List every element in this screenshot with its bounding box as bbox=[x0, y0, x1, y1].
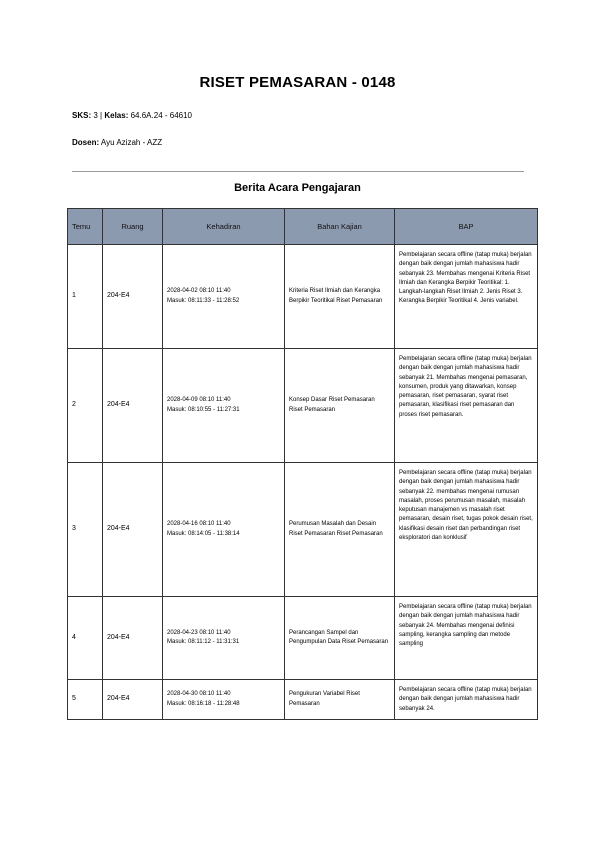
table-row bbox=[68, 349, 538, 463]
divider bbox=[72, 171, 524, 172]
cell-bap: Pembelajaran secara offline (tatap muka) berjalan dengan baik dengan jumlah mahasiswa hadir sebanyak 22. membahas mengenai rumusan masalah, proses perumusan masalah, masalah keputusan manajemen vs masalah riset pemasaran, desain riset, tugas pokok desain riset, klasifikasi desain riset dan perbandingan riset eksploratori dan konklusif bbox=[395, 463, 538, 597]
lecturer-meta bbox=[72, 138, 162, 147]
table-row bbox=[68, 463, 538, 597]
cell-kehadiran bbox=[163, 463, 285, 597]
cell-bahan-kajian: Konsep Dasar Riset Pemasaran Riset Pemasaran bbox=[285, 349, 395, 463]
cell-ruang: 204-E4 bbox=[103, 245, 163, 349]
kehadiran-date: 2028-04-23 08:10 11:40 bbox=[167, 629, 231, 636]
meta-separator: | bbox=[100, 111, 103, 120]
cell-bap: Pembelajaran secara offline (tatap muka) berjalan dengan baik dengan jumlah mahasiswa hadir sebanyak 24. Membahas mengenai definisi sampling, kerangka sampling dan metode sampling bbox=[395, 597, 538, 680]
cell-temu: 1 bbox=[68, 245, 103, 349]
kehadiran-masuk: Masuk: 08:16:18 - 11:28:48 bbox=[167, 700, 240, 707]
kehadiran-date: 2028-04-09 08:10 11:40 bbox=[167, 397, 231, 404]
cell-kehadiran bbox=[163, 597, 285, 680]
table-header-row bbox=[68, 209, 538, 245]
cell-bahan-kajian: Pengukuran Variabel Riset Pemasaran bbox=[285, 680, 395, 720]
kehadiran-masuk: Masuk: 08:11:12 - 11:31:31 bbox=[167, 639, 240, 645]
cell-ruang: 204-E4 bbox=[103, 349, 163, 463]
kehadiran-masuk: Masuk: 08:11:33 - 11:28:52 bbox=[167, 297, 240, 304]
sks-label: SKS: bbox=[72, 111, 92, 120]
cell-temu: 3 bbox=[68, 463, 103, 597]
cell-kehadiran bbox=[163, 680, 285, 720]
cell-bap: Pembelajaran secara offline (tatap muka) berjalan dengan baik dengan jumlah mahasiswa hadir sebanyak 21. Membahas mengenai pemasaran, konsumen, produk yang ditawarkan, konsep pemasaran, riset pemasaran, syarat riset pemasaran, klasifikasi riset pemasaran dan proses riset pemasaran. bbox=[395, 349, 538, 463]
cell-temu: 2 bbox=[68, 349, 103, 463]
kehadiran-date: 2028-04-02 08:10 11:40 bbox=[167, 288, 231, 295]
kehadiran-date: 2028-04-30 08:10 11:40 bbox=[167, 691, 231, 698]
teaching-report-table bbox=[67, 208, 538, 720]
table-row bbox=[68, 245, 538, 349]
col-header-kehadiran: Kehadiran bbox=[163, 209, 285, 245]
course-meta bbox=[72, 111, 192, 120]
kehadiran-date: 2028-04-16 08:10 11:40 bbox=[167, 521, 231, 528]
table-row bbox=[68, 680, 538, 720]
page-title: RISET PEMASARAN - 0148 bbox=[199, 74, 396, 91]
cell-kehadiran bbox=[163, 245, 285, 349]
kelas-label: Kelas: bbox=[104, 111, 129, 120]
cell-kehadiran bbox=[163, 349, 285, 463]
cell-temu: 5 bbox=[68, 680, 103, 720]
cell-bap: Pembelajaran secara offline (tatap muka) berjalan dengan baik dengan jumlah mahasiswa hadir sebanyak 23. Membahas mengenai Kriteria Riset Ilmiah dan Kerangka Berpikir Teoritikal: 1. Langkah-langkah Riset Ilmiah 2. Jenis Riset 3. Kerangka Berpikir Teoritikal 4. Jenis variabel. bbox=[395, 245, 538, 349]
dosen-value: Ayu Azizah - AZZ bbox=[100, 138, 163, 147]
col-header-temu: Temu bbox=[68, 209, 103, 245]
dosen-label: Dosen: bbox=[72, 138, 100, 147]
cell-ruang: 204-E4 bbox=[103, 597, 163, 680]
col-header-ruang: Ruang bbox=[103, 209, 163, 245]
cell-bahan-kajian: Perancangan Sampel dan Pengumpulan Data Riset Pemasaran bbox=[285, 597, 395, 680]
kehadiran-masuk: Masuk: 08:14:05 - 11:38:14 bbox=[167, 530, 240, 537]
kelas-value: 64.6A.24 - 64610 bbox=[130, 111, 192, 120]
cell-ruang: 204-E4 bbox=[103, 680, 163, 720]
cell-bahan-kajian: Perumusan Masalah dan Desain Riset Pemasaran Riset Pemasaran bbox=[285, 463, 395, 597]
col-header-bap: BAP bbox=[395, 209, 538, 245]
kehadiran-masuk: Masuk: 08:10:55 - 11:27:31 bbox=[167, 406, 240, 413]
cell-ruang: 204-E4 bbox=[103, 463, 163, 597]
cell-temu: 4 bbox=[68, 597, 103, 680]
cell-bahan-kajian: Kriteria Riset Ilmiah dan Kerangka Berpikir Teoritikal Riset Pemasaran bbox=[285, 245, 395, 349]
sks-value: 3 bbox=[93, 111, 98, 120]
section-title: Berita Acara Pengajaran bbox=[234, 182, 361, 194]
table-row bbox=[68, 597, 538, 680]
cell-bap: Pembelajaran secara offline (tatap muka) berjalan dengan baik dengan jumlah mahasiswa hadir sebanyak 24. bbox=[395, 680, 538, 720]
col-header-bahan-kajian: Bahan Kajian bbox=[285, 209, 395, 245]
